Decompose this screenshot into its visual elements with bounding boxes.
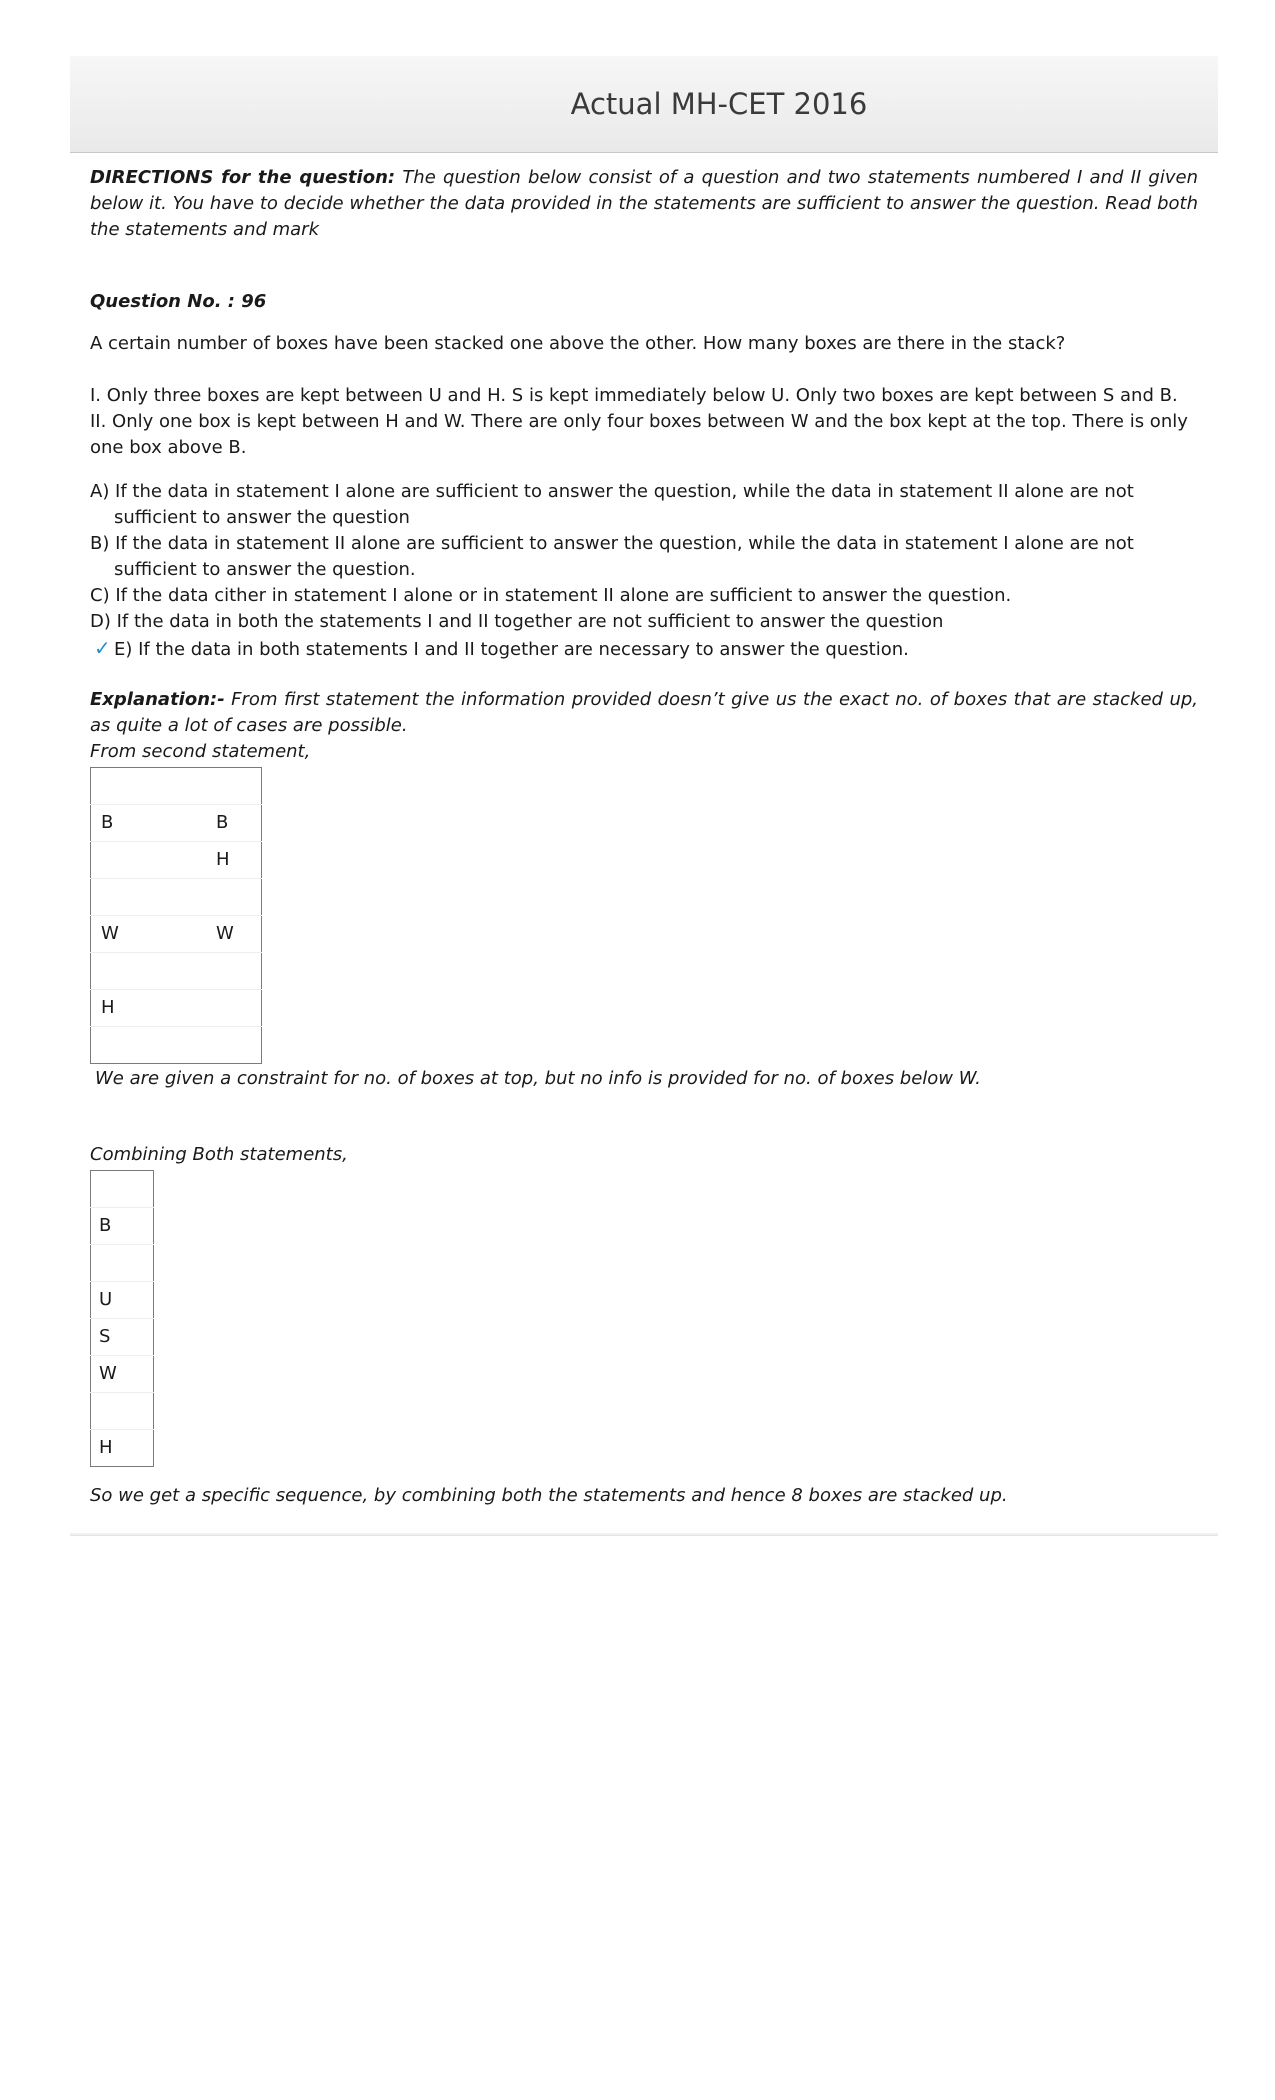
table-row bbox=[91, 879, 262, 916]
explanation bbox=[90, 687, 1198, 739]
table-cell bbox=[91, 1393, 154, 1430]
table-row bbox=[91, 1393, 154, 1430]
constraint-note: We are given a constraint for no. of boxes at top, but no info is provided for no. of boxes below W. bbox=[95, 1068, 981, 1089]
table-row bbox=[91, 1430, 154, 1467]
table-cell: W bbox=[91, 1356, 154, 1393]
table-cell: S bbox=[91, 1319, 154, 1356]
table-row bbox=[91, 1208, 154, 1245]
table-row bbox=[91, 842, 262, 879]
table-cell bbox=[91, 879, 209, 916]
table-cell bbox=[91, 1171, 154, 1208]
combining-label: Combining Both statements, bbox=[90, 1144, 348, 1165]
table-cell bbox=[208, 990, 262, 1027]
table-cell: H bbox=[99, 1437, 113, 1458]
table-row bbox=[91, 768, 262, 805]
table-cell bbox=[208, 768, 262, 805]
question-text: A certain number of boxes have been stacked one above the other. How many boxes are there in the stack? bbox=[90, 333, 1066, 354]
option-b[interactable]: B) If the data in statement II alone are sufficient to answer the question, while the data in statement I alone are not sufficient to answer the question. bbox=[90, 533, 1134, 580]
option-d[interactable]: D) If the data in both the statements I and II together are not sufficient to answer the question bbox=[90, 611, 944, 632]
table-row bbox=[91, 953, 262, 990]
table-cell: W bbox=[91, 916, 209, 953]
statement-2: II. Only one box is kept between H and W. There are only four boxes between W and the box kept at the top. There is only one box above B. bbox=[90, 411, 1188, 458]
statements bbox=[90, 383, 1198, 461]
page-header bbox=[70, 56, 1218, 153]
footer-divider bbox=[70, 1533, 1218, 1536]
table-cell: H bbox=[208, 842, 262, 879]
directions-label: DIRECTIONS for the question: bbox=[90, 167, 396, 188]
table-row bbox=[91, 916, 262, 953]
table-cell: B bbox=[208, 805, 262, 842]
table-cell: B bbox=[91, 1208, 154, 1245]
page bbox=[70, 56, 1218, 1536]
statement-1: I. Only three boxes are kept between U and H. S is kept immediately below U. Only two boxes are kept between S and B. bbox=[90, 385, 1178, 406]
table-cell bbox=[91, 768, 209, 805]
table-cell: W bbox=[208, 916, 262, 953]
table-cell bbox=[208, 1027, 262, 1064]
table-row bbox=[91, 1171, 154, 1208]
table-row bbox=[91, 1356, 154, 1393]
table-cell: B bbox=[91, 805, 209, 842]
table-cell: U bbox=[91, 1282, 154, 1319]
stack-table-combined bbox=[90, 1170, 154, 1467]
check-icon: ✓ bbox=[94, 636, 111, 660]
table-row bbox=[91, 1245, 154, 1282]
table-row bbox=[91, 1282, 154, 1319]
directions bbox=[90, 165, 1198, 243]
second-statement-label: From second statement, bbox=[90, 741, 311, 762]
table-row bbox=[91, 1027, 262, 1064]
table-cell bbox=[91, 1027, 209, 1064]
table-cell bbox=[208, 879, 262, 916]
question-number: Question No. : 96 bbox=[90, 291, 267, 312]
explanation-label: Explanation:- bbox=[90, 689, 225, 710]
table-cell: H bbox=[91, 990, 209, 1027]
question-content bbox=[70, 153, 1218, 1536]
answer-options bbox=[90, 479, 1198, 663]
option-a[interactable]: A) If the data in statement I alone are sufficient to answer the question, while the data in statement II alone are not sufficient to answer the question bbox=[90, 481, 1134, 528]
conclusion: So we get a specific sequence, by combining both the statements and hence 8 boxes are stacked up. bbox=[90, 1485, 1008, 1506]
table-row bbox=[91, 990, 262, 1027]
table-cell bbox=[91, 1245, 154, 1282]
table-cell bbox=[91, 953, 209, 990]
option-e[interactable] bbox=[90, 635, 1198, 663]
option-c[interactable]: C) If the data cither in statement I alone or in statement II alone are sufficient to answer the question. bbox=[90, 585, 1012, 606]
stack-table-second-statement bbox=[90, 767, 262, 1064]
table-cell bbox=[91, 842, 209, 879]
table-row bbox=[91, 805, 262, 842]
page-title: Actual MH-CET 2016 bbox=[570, 87, 868, 121]
directions-text: The question below consist of a question and two statements numbered I and II given below it. You have to decide whether the data provided in the statements are sufficient to answer the question. Read both the statements and mark bbox=[90, 167, 1198, 240]
table-row bbox=[91, 1319, 154, 1356]
option-e-text: E) If the data in both statements I and II together are necessary to answer the question. bbox=[114, 639, 909, 660]
explanation-text: From first statement the information provided doesn’t give us the exact no. of boxes that are stacked up, as quite a lot of cases are possible. bbox=[90, 689, 1198, 736]
table-cell bbox=[208, 953, 262, 990]
